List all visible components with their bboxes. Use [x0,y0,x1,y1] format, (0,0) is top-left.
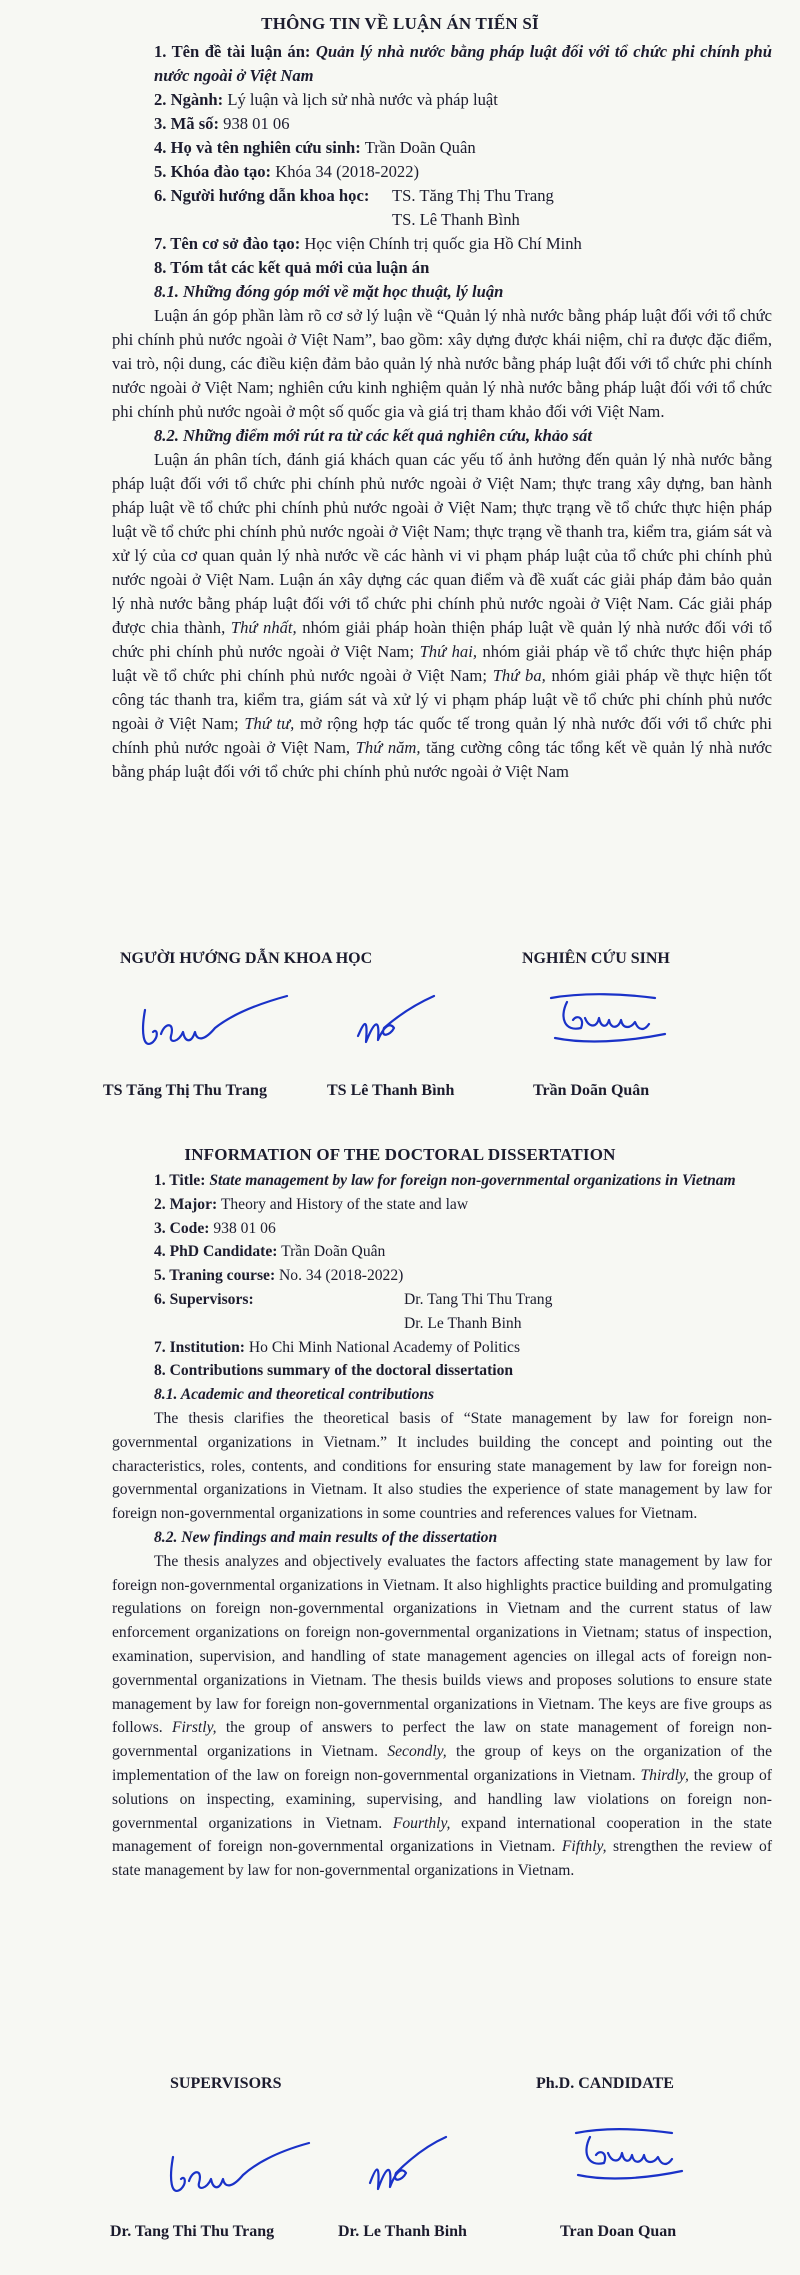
signature-quan-en-image [570,2123,690,2187]
signature-quan-image [545,988,675,1050]
en-s82-text4: the group of solutions on inspecting, examining, supervising, and handling law violations on foreign non-governmental organizations in Vietnam. [112,1766,772,1832]
en-course-value: No. 34 (2018-2022) [279,1267,404,1285]
vn-s82-fifth: Thứ năm, [355,738,421,757]
en-institution-label: 7. Institution: [154,1338,245,1356]
vn-institution [112,232,772,256]
en-code-label: 3. Code: [154,1219,210,1237]
vn-sig-candidate-heading: NGHIÊN CỨU SINH [522,950,670,967]
en-institution [112,1336,772,1360]
en-supervisors [112,1288,772,1336]
vn-major-value: Lý luận và lịch sử nhà nước và pháp luật [227,90,498,109]
english-section [0,1145,800,2275]
signature-trang-en-image [165,2137,315,2207]
vn-s82-heading: 8.2. Những điểm mới rút ra từ các kết quả nghiên cứu, khảo sát [154,426,592,445]
vn-candidate-value: Trần Doãn Quân [364,138,476,157]
vn-major-label: 2. Ngành: [154,90,224,109]
en-s81-heading: 8.1. Academic and theoretical contributions [154,1386,435,1404]
en-s82-fifth: Fifthly, [561,1838,607,1856]
en-code [112,1217,772,1241]
vn-institution-label: 7. Tên cơ sở đào tạo: [154,234,301,253]
en-s82-text5: expand international cooperation in the state management of foreign non-governmental organizations in Vietnam. [112,1814,772,1856]
vn-s82-fourth: Thứ tư, [244,714,295,733]
vn-s82-text5: mở rộng hợp tác quốc tế trong quản lý nhà nước đối với tổ chức phi chính phủ nước ngoài ở Việt Nam, [112,714,772,757]
en-s82-second: Secondly, [387,1743,447,1761]
vn-supervisor-1: TS. Tăng Thị Thu Trang [392,186,554,205]
en-candidate [112,1240,772,1264]
vn-topic-value: Quản lý nhà nước bằng pháp luật đối với tổ chức phi chính phủ nước ngoài ở Việt Nam [154,42,773,85]
en-code-value: 938 01 06 [213,1219,276,1237]
en-candidate-label: 4. PhD Candidate: [154,1243,278,1261]
vn-s82-second: Thứ hai, [419,642,477,661]
vn-course-label: 5. Khóa đào tạo: [154,162,272,181]
vietnamese-section [0,0,800,1120]
vn-code-label: 3. Mã số: [154,114,219,133]
vn-supervisors [112,184,772,232]
en-summary-label: 8. Contributions summary of the doctoral dissertation [154,1362,514,1380]
en-title-value: State management by law for foreign non-governmental organizations in Vietnam [209,1172,736,1189]
en-sig-name-1: Dr. Tang Thi Thu Trang [110,2223,275,2240]
vn-course-value: Khóa 34 (2018-2022) [275,162,420,181]
vn-info-list [112,40,772,784]
vn-summary-label: 8. Tóm tắt các kết quả mới của luận án [154,258,430,277]
en-major-label: 2. Major: [154,1195,218,1213]
signature-binh-en-image [362,2133,452,2199]
en-institution-value: Ho Chi Minh National Academy of Politics [248,1338,521,1356]
vn-institution-value: Học viện Chính trị quốc gia Hồ Chí Minh [304,234,582,253]
en-sig-name-3: Tran Doan Quan [560,2223,677,2240]
vn-course [112,160,772,184]
en-supervisor-2: Dr. Le Thanh Binh [404,1314,522,1332]
vn-s82-text2: nhóm giải pháp hoàn thiện pháp luật về quản lý nhà nước đối với tổ chức phi chính phủ nước ngoài ở Việt Nam; [112,618,772,661]
en-s82-text3: the group of keys on the organization of the implementation of the law on foreign non-governmental organizations in Vietnam. [112,1743,772,1784]
en-s82-paragraph [112,1550,772,1883]
en-candidate-value: Trần Doãn Quân [281,1243,386,1261]
vn-sig-name-2: TS Lê Thanh Bình [327,1082,455,1099]
vn-candidate [112,136,772,160]
vn-s82-first: Thứ nhất, [230,618,297,637]
signature-binh-image [350,992,440,1052]
en-sig-candidate-heading: Ph.D. CANDIDATE [536,2075,674,2092]
en-s82-text1: The thesis analyzes and objectively evaluates the factors affecting state management by law for foreign non-governmental organizations in Vietnam. It also highlights practice building and promulgating regulations on foreign non-governmental organizations in Vietnam and the current status of law enforcement organizations on foreign non-governmental organizations in Vietnam; status of inspection, examination, supervision, and handling of state management agencies on illegal acts of foreign non-governmental organizations in Vietnam. The thesis builds views and proposes solutions to ensure state management by law for foreign non-governmental organizations in Vietnam. The keys are five groups as follows. [112,1552,772,1737]
en-sig-supervisors-heading: SUPERVISORS [170,2075,282,2092]
vn-code-value: 938 01 06 [223,114,290,133]
en-s81-text: The thesis clarifies the theoretical basis of “State management by law for foreign non-governmental organizations in Vietnam.” It includes building the concept and pointing out the characteristics, roles, contents, and conditions for ensuring state management by law for foreign non-governmental organizations in Vietnam. It also studies the experience of state management by law for foreign non-governmental organizations in some countries and references values for Vietnam. [112,1409,772,1523]
vn-supervisor-2: TS. Lê Thanh Bình [392,210,520,229]
en-title-row [112,1169,772,1193]
vn-s82-text3: nhóm giải pháp về tổ chức thực hiện pháp luật về tổ chức phi chính phủ nước ngoài ở Việt Nam; [112,642,773,685]
en-s82-text6: strengthen the review of state management by law for non-governmental organizations in Vietnam. [112,1838,773,1880]
vn-sig-name-3: Trần Doãn Quân [533,1082,650,1099]
en-course [112,1264,772,1288]
en-sig-name-2: Dr. Le Thanh Binh [338,2223,467,2240]
vn-supervisors-label: 6. Người hướng dẫn khoa học: [154,186,370,205]
vn-sig-supervisors-heading: NGƯỜI HƯỚNG DẪN KHOA HỌC [120,950,373,967]
vn-s82-third: Thứ ba, [492,666,546,685]
vn-sig-name-1: TS Tăng Thị Thu Trang [103,1082,267,1099]
vn-s82-paragraph [112,448,772,784]
en-supervisor-1: Dr. Tang Thi Thu Trang [404,1290,553,1308]
en-major [112,1193,772,1217]
vn-s82-text1: Luận án phân tích, đánh giá khách quan các yếu tố ảnh hưởng đến quản lý nhà nước bằng pháp luật đối với tổ chức phi chính phủ nước ngoài ở Việt Nam; thực trang xây dựng, ban hành pháp luật về tổ chức phi chính phủ nước ngoài ở Việt Nam; thực trạng về tổ chức thực hiện pháp luật về tổ chức phi chính phủ nước ngoài ở Việt Nam; thực trạng về thanh tra, kiểm tra, giám sát và xử lý của cơ quan quản lý nhà nước về các hành vi vi phạm pháp luật của tổ chức phi chính phủ nước ngoài ở Việt Nam. Luận án xây dựng các quan điểm và đề xuất các giải pháp đảm bảo quản lý nhà nước bằng pháp luật đối với tổ chức phi chính phủ nước ngoài ở Việt Nam. Các giải pháp được chia thành, [112,450,772,637]
vn-s82-text6: tăng cường công tác tổng kết về quản lý nhà nước bằng pháp luật đối với tổ chức phi chính phủ nước ngoài ở Việt Nam [112,738,772,781]
vn-code [112,112,772,136]
en-major-value: Theory and History of the state and law [220,1195,469,1213]
en-s82-third: Thirdly, [640,1766,689,1784]
en-title: INFORMATION OF THE DOCTORAL DISSERTATION [184,1145,616,1164]
en-s82-first: Firstly, [171,1719,217,1737]
en-s82-text2: the group of answers to perfect the law on state management of foreign non-governmental organizations in Vietnam. [112,1719,772,1761]
vn-s81-heading: 8.1. Những đóng góp mới về mặt học thuật, lý luận [154,282,504,301]
en-title-label: 1. Title: [154,1172,206,1189]
vn-signature-area [0,950,800,1120]
vn-title: THÔNG TIN VỀ LUẬN ÁN TIẾN SĨ [261,14,539,33]
vn-topic [112,40,772,88]
en-supervisors-label: 6. Supervisors: [154,1290,254,1308]
en-course-label: 5. Traning course: [154,1267,276,1285]
vn-topic-label: 1. Tên đề tài luận án: [154,42,311,61]
en-info-list [112,1169,772,1883]
vn-s82-text4: nhóm giải pháp về thực hiện tốt công tác thanh tra, kiểm tra, giám sát và xử lý vi phạm pháp luật về tổ chức phi chính phủ nước ngoài ở Việt Nam; [112,666,773,733]
en-signature-area [0,2075,800,2275]
vn-major [112,88,772,112]
vn-s81-text: Luận án góp phần làm rõ cơ sở lý luận về “Quản lý nhà nước bằng pháp luật đối với tổ chức phi chính phủ nước ngoài ở Việt Nam”, bao gồm: xây dựng được khái niệm, chỉ ra được đặc điểm, vai trò, nội dung, các điều kiện đảm bảo quản lý nhà nước bằng pháp luật đối với tổ chức phi chính nước ngoài ở Việt Nam; nghiên cứu kinh nghiệm quản lý nhà nước bằng pháp luật đối với tổ chức phi chính phủ nước ngoài ở một số quốc gia và giá trị tham khảo đối với Việt Nam. [112,306,772,421]
en-s82-fourth: Fourthly, [392,1814,451,1832]
en-s82-heading: 8.2. New findings and main results of the dissertation [154,1528,498,1546]
vn-candidate-label: 4. Họ và tên nghiên cứu sinh: [154,138,361,157]
signature-trang-image [135,992,295,1062]
